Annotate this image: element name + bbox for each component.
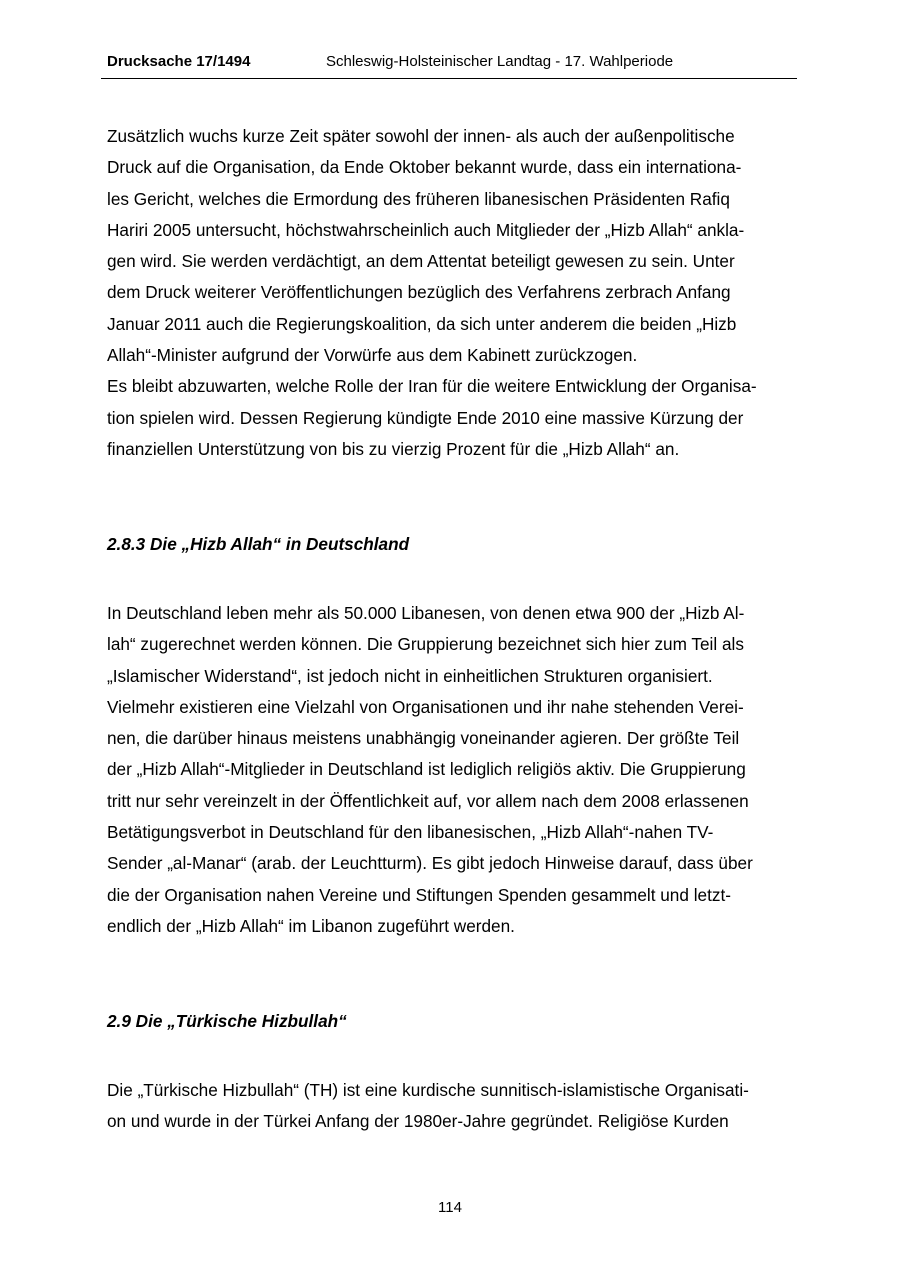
text-line: Allah“-Minister aufgrund der Vorwürfe aus dem Kabinett zurückzogen.: [107, 345, 638, 366]
page-number: 114: [438, 1199, 462, 1216]
text-line: Druck auf die Organisation, da Ende Oktober bekannt wurde, dass ein internationa-: [107, 157, 742, 178]
document-number: Drucksache 17/1494: [107, 53, 251, 70]
text-line: Hariri 2005 untersucht, höchstwahrscheinlich auch Mitglieder der „Hizb Allah“ ankla-: [107, 219, 745, 240]
document-source: Schleswig-Holsteinischer Landtag - 17. Wahlperiode: [326, 53, 674, 70]
text-line: finanziellen Unterstützung von bis zu vierzig Prozent für die „Hizb Allah“ an.: [107, 438, 680, 459]
text-line: Die „Türkische Hizbullah“ (TH) ist eine kurdische sunnitisch-islamistische Organisati-: [107, 1080, 749, 1100]
text-line: dem Druck weiterer Veröffentlichungen bezüglich des Verfahrens zerbrach Anfang: [107, 282, 731, 303]
paragraph-hizb-allah-germany: [107, 598, 753, 942]
text-line: der „Hizb Allah“-Mitglieder in Deutschland ist lediglich religiös aktiv. Die Gruppierung: [107, 759, 746, 780]
text-line: tritt nur sehr vereinzelt in der Öffentlichkeit auf, vor allem nach dem 2008 erlassenen: [107, 790, 749, 811]
text-line: les Gericht, welches die Ermordung des früheren libanesischen Präsidenten Rafiq: [107, 188, 730, 209]
paragraph-hizb-allah-pressure: [107, 121, 757, 465]
text-line: Betätigungsverbot in Deutschland für den libanesischen, „Hizb Allah“-nahen TV-: [107, 822, 714, 843]
text-line: In Deutschland leben mehr als 50.000 Libanesen, von denen etwa 900 der „Hizb Al-: [107, 603, 745, 623]
text-line: Sender „al-Manar“ (arab. der Leuchtturm). Es gibt jedoch Hinweise darauf, dass über: [107, 853, 753, 874]
text-line: „Islamischer Widerstand“, ist jedoch nicht in einheitlichen Strukturen organisiert.: [107, 665, 713, 686]
text-line: lah“ zugerechnet werden können. Die Gruppierung bezeichnet sich hier zum Teil als: [107, 634, 744, 655]
text-line: nen, die darüber hinaus meistens unabhängig voneinander agieren. Der größte Teil: [107, 728, 740, 749]
text-line: Januar 2011 auch die Regierungskoalition, da sich unter anderem die beiden „Hizb: [107, 313, 737, 334]
section-heading-2-9: 2.9 Die „Türkische Hizbullah“: [107, 1011, 347, 1031]
text-line: on und wurde in der Türkei Anfang der 1980er-Jahre gegründet. Religiöse Kurden: [107, 1111, 729, 1132]
text-line: Zusätzlich wuchs kurze Zeit später sowohl der innen- als auch der außenpolitische: [107, 126, 735, 146]
text-line: gen wird. Sie werden verdächtigt, an dem Attentat beteiligt gewesen zu sein. Unter: [107, 251, 735, 272]
text-line: Es bleibt abzuwarten, welche Rolle der Iran für die weitere Entwicklung der Organisa-: [107, 376, 757, 397]
text-line: die der Organisation nahen Vereine und Stiftungen Spenden gesammelt und letzt-: [107, 884, 731, 905]
text-line: endlich der „Hizb Allah“ im Libanon zugeführt werden.: [107, 915, 515, 936]
text-line: tion spielen wird. Dessen Regierung kündigte Ende 2010 eine massive Kürzung der: [107, 407, 744, 428]
text-line: Vielmehr existieren eine Vielzahl von Organisationen und ihr nahe stehenden Verei-: [107, 696, 744, 717]
page-header: [101, 52, 797, 79]
section-heading-2-8-3: 2.8.3 Die „Hizb Allah“ in Deutschland: [107, 534, 410, 554]
paragraph-tuerkische-hizbullah: [107, 1075, 749, 1138]
